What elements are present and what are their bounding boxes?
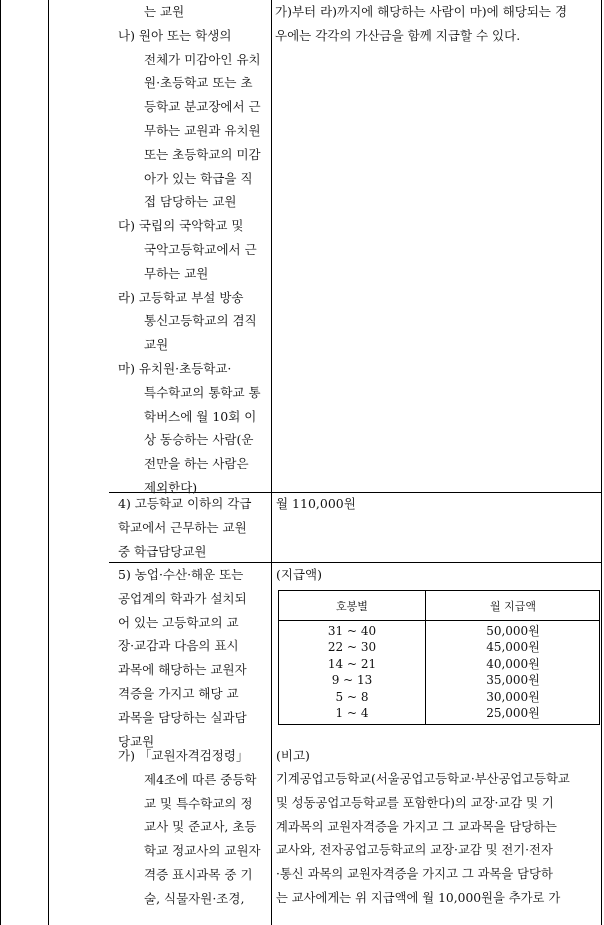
item-5-description — [118, 563, 268, 753]
right-column-line: 우에는 각각의 가산금을 함께 지급할 수 있다. — [275, 27, 521, 43]
left-column-line: 접 담당하는 교원 — [144, 194, 237, 210]
item-5-line: 당교원 — [118, 733, 155, 749]
left-column-line: 또는 초등학교의 미감 — [144, 146, 261, 162]
monthly-amount-cell: 45,000원 — [486, 640, 540, 655]
left-column-line: 전체가 미감아인 유치 — [144, 51, 261, 67]
left-column-line: 무하는 교원 — [144, 265, 209, 281]
left-column-line: 특수학교의 통학교 통 — [144, 384, 261, 400]
table-row — [279, 656, 599, 672]
table-border-inner — [48, 0, 49, 925]
table-row — [279, 689, 599, 705]
grade-range-cell: 31 ~ 40 — [327, 624, 377, 638]
note-line: 및 성동공업고등학교를 포함한다)의 교장·교감 및 기 — [276, 795, 554, 810]
table-row — [279, 672, 599, 688]
left-column-line: 상 동승하는 사람(운 — [144, 432, 254, 448]
right-column-line: 가)부터 라)까지에 해당하는 사람이 마)에 해당되는 경 — [275, 4, 568, 19]
item-5-line: 격증을 가지고 해당 교 — [118, 685, 239, 701]
left-column-text — [118, 0, 268, 500]
column-divider — [271, 0, 272, 925]
grade-range-cell: 9 ~ 13 — [331, 673, 373, 688]
note-line: ·통신 과목의 교원자격증을 가지고 그 과목을 담당하 — [276, 867, 553, 882]
item-4-description — [118, 492, 268, 563]
table-row — [279, 623, 599, 639]
item-4-line: 4) 고등학교 이하의 각급 — [118, 496, 252, 511]
header-grade: 호봉별 — [336, 600, 368, 613]
left-column-line: 원·초등학교 또는 초 — [144, 75, 253, 91]
left-column-line: 다) 국립의 국악학교 및 — [118, 218, 244, 234]
left-column-line: 교원 — [144, 337, 169, 353]
left-column-line: 라) 고등학교 부설 방송 — [118, 289, 244, 305]
left-column-line: 전만을 하는 사람은 — [144, 456, 249, 472]
note-line: 계과목의 교원자격증을 가지고 그 교과목을 담당하는 — [276, 819, 557, 834]
table-row — [279, 639, 599, 655]
grade-range-cell: 5 ~ 8 — [335, 689, 369, 704]
item-5-line: 장·교감과 다음의 표시 — [118, 638, 239, 654]
item-4-line: 학교에서 근무하는 교원 — [118, 519, 247, 535]
left-column-line: 제외한다) — [144, 479, 198, 495]
monthly-amount-cell: 30,000원 — [486, 689, 540, 704]
item-5-sub-line: 학교 정교사의 교원자 — [144, 843, 261, 859]
table-border-left — [0, 0, 1, 925]
left-column-line: 통신고등학교의 겸직 — [144, 313, 257, 329]
grade-range-cell: 14 ~ 21 — [327, 656, 377, 671]
left-column-line: 는 교원 — [144, 4, 185, 19]
item-5-sub-line: 교 및 특수학교의 정 — [144, 795, 253, 811]
monthly-amount-cell: 25,000원 — [486, 705, 540, 720]
note-line: 는 교사에게는 위 지급액에 월 10,000원을 추가로 가 — [276, 890, 561, 905]
left-column-line: 학버스에 월 10회 이 — [144, 408, 257, 424]
table-row — [279, 705, 599, 721]
item-5-line: 과목을 담당하는 실과담 — [118, 709, 247, 725]
header-monthly-amount: 월 지급액 — [489, 600, 536, 613]
item-4-amount: 월 110,000원 — [276, 496, 356, 511]
item-5-line: 어 있는 고등학교의 교 — [118, 614, 239, 630]
left-column-line: 마) 유치원·초등학교· — [118, 360, 232, 376]
table-border-right — [601, 0, 602, 925]
item-5-sub-line: 술, 식물자원·조경, — [144, 890, 245, 906]
note-text — [276, 768, 599, 911]
payment-label: (지급액) — [276, 567, 322, 582]
left-column-line: 무하는 교원과 유치원 — [144, 122, 261, 138]
item-5-line: 5) 농업·수산·해운 또는 — [118, 567, 244, 582]
item-4-line: 중 학급담당교원 — [118, 543, 207, 559]
item-5-sub-line: 격증 표시과목 중 기 — [144, 866, 253, 882]
grade-range-cell: 1 ~ 4 — [335, 705, 369, 720]
monthly-amount-cell: 35,000원 — [486, 673, 540, 688]
left-column-line: 아가 있는 학급을 직 — [144, 170, 253, 186]
item-5-sub-a — [118, 744, 268, 911]
monthly-amount-cell: 50,000원 — [486, 624, 540, 638]
item-5-sub-line: 교사 및 준교사, 초등 — [144, 819, 257, 835]
payment-table — [278, 590, 600, 725]
payment-table-header — [279, 591, 599, 621]
grade-range-cell: 22 ~ 30 — [327, 640, 377, 655]
payment-table-body — [279, 623, 599, 721]
item-5-sub-line: 제4조에 따른 중등학 — [144, 771, 257, 787]
right-column-text — [275, 0, 599, 48]
item-5-sub-line: 가) 「교원자격검정령」 — [118, 748, 249, 763]
item-5-line: 공업계의 학과가 설치되 — [118, 590, 247, 606]
monthly-amount-cell: 40,000원 — [486, 656, 540, 671]
note-line: 교사와, 전자공업고등학교의 교장·교감 및 전기·전자 — [276, 843, 553, 858]
left-column-line: 국악고등학교에서 근 — [144, 241, 257, 257]
item-5-line: 과목에 해당하는 교원자 — [118, 662, 247, 678]
note-label: (비고) — [276, 748, 310, 763]
note-line: 기계공업고등학교(서울공업고등학교·부산공업고등학교 — [276, 772, 570, 786]
left-column-line: 등학교 분교장에서 근 — [144, 99, 261, 115]
left-column-line: 나) 원아 또는 학생의 — [118, 27, 232, 43]
